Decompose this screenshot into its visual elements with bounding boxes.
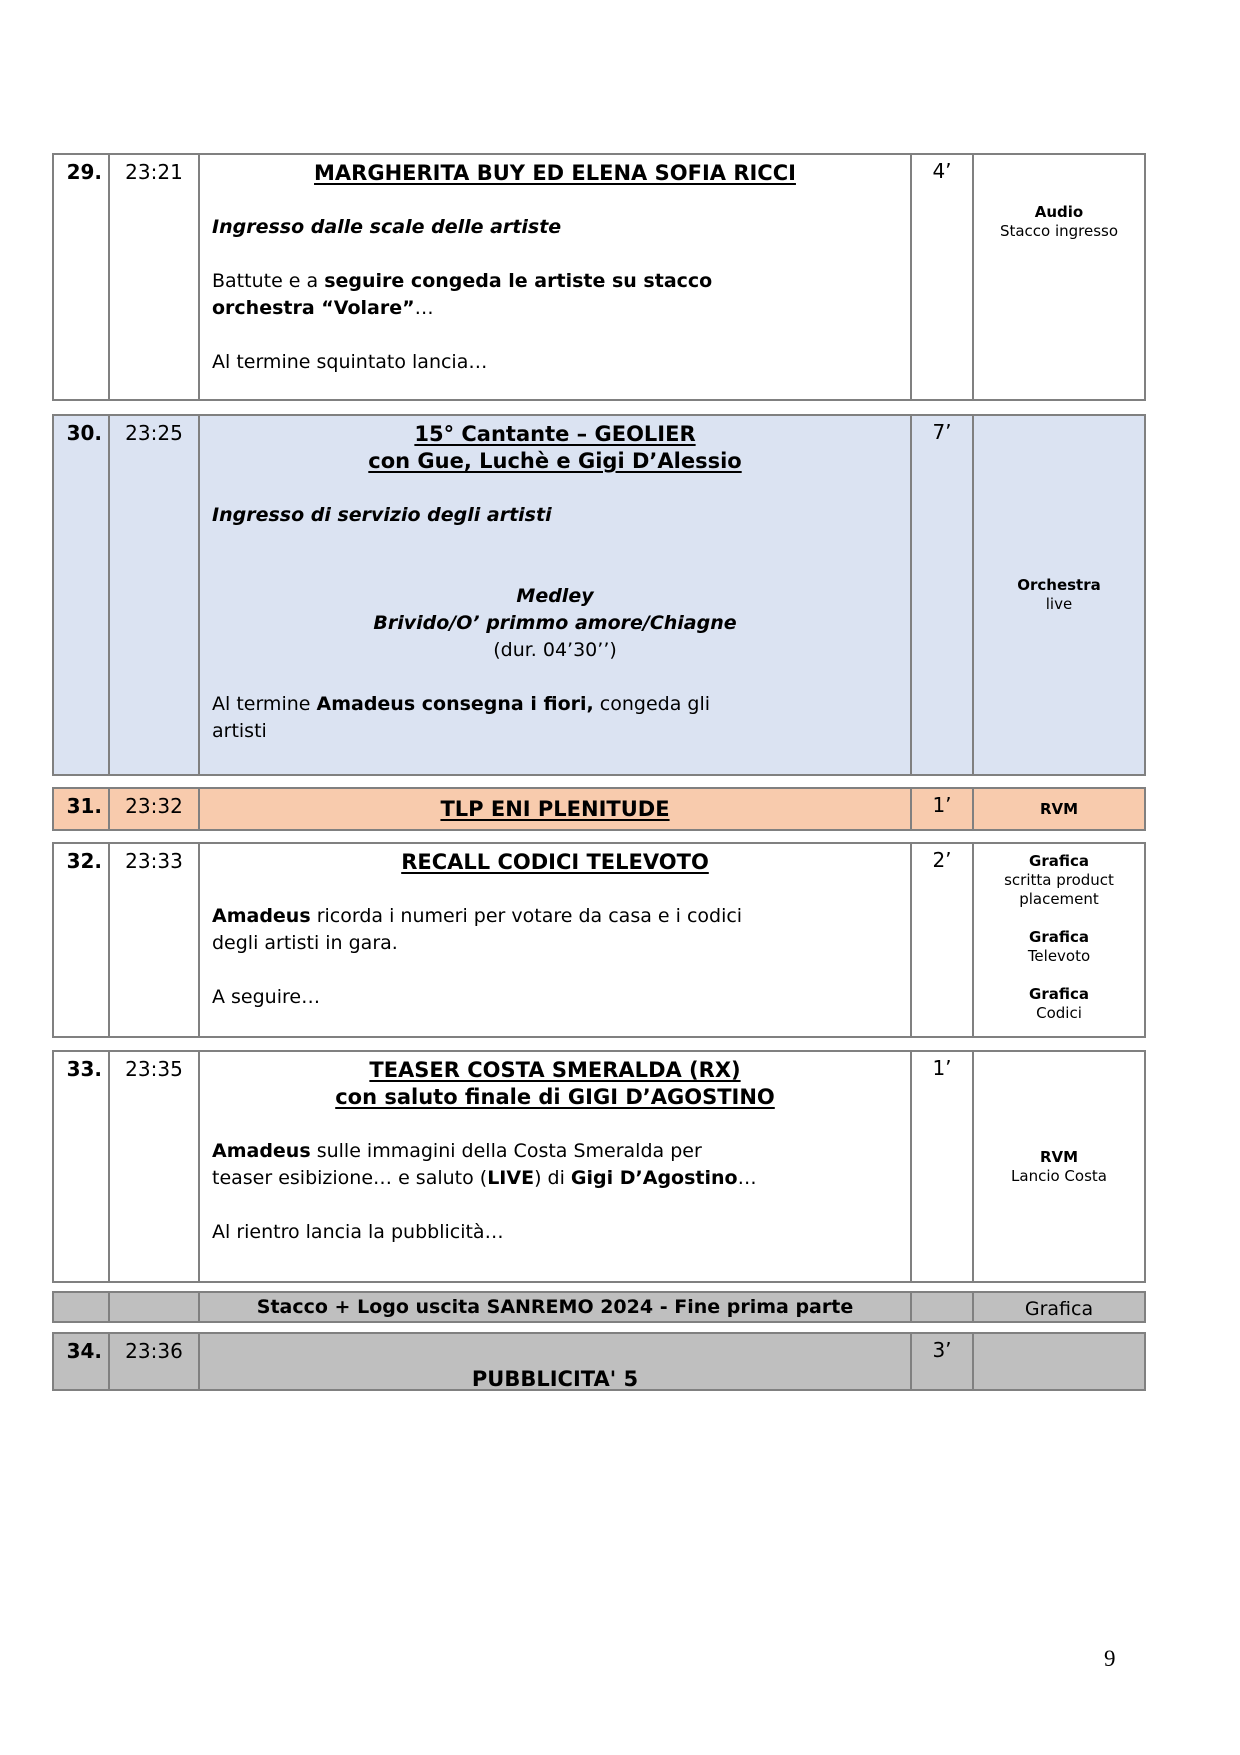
description-line	[212, 1165, 898, 1192]
notes-line	[982, 595, 1136, 614]
text-run: Grafica	[1024, 1297, 1094, 1320]
text-run: Stacco ingresso	[999, 222, 1119, 240]
row-duration: 3’	[910, 1334, 972, 1389]
description-line	[212, 1366, 898, 1389]
row-duration: 7’	[910, 416, 972, 774]
description-line	[212, 610, 898, 637]
description-line	[212, 691, 898, 718]
row-number: 30.	[66, 421, 102, 445]
text-run: ) di	[534, 1167, 571, 1189]
description-line	[212, 1294, 898, 1321]
text-run: RECALL CODICI TELEVOTO	[401, 850, 709, 874]
row-duration: 4’	[910, 155, 972, 399]
text-run: Battute e a	[212, 270, 325, 292]
description-line	[212, 583, 898, 610]
text-run: con saluto finale di GIGI D’AGOSTINO	[335, 1085, 775, 1109]
text-run: Ingresso dalle scale delle artiste	[212, 216, 562, 238]
blank-line	[212, 1339, 898, 1366]
blank-line	[212, 556, 898, 583]
text-run: Grafica	[1029, 928, 1089, 946]
text-run: Brivido/O’ primmo amore/Chiagne	[373, 612, 737, 634]
row-description	[198, 789, 910, 829]
description-line	[212, 1219, 898, 1246]
notes-line	[982, 1167, 1136, 1186]
description-line	[212, 718, 898, 745]
text-run: Grafica	[1029, 852, 1089, 870]
row-time: 23:25	[108, 416, 198, 774]
text-run: con Gue, Luchè e Gigi D’Alessio	[368, 449, 742, 473]
description-line	[212, 448, 898, 475]
description-line	[212, 295, 898, 322]
description-line	[212, 1084, 898, 1111]
notes-line	[982, 203, 1136, 222]
rundown-row-stacco	[52, 1291, 1146, 1323]
rundown-row-r32	[52, 842, 1146, 1038]
description-line	[212, 421, 898, 448]
text-run: RVM	[1039, 799, 1079, 818]
blank-line	[212, 1111, 898, 1138]
row-description	[198, 416, 910, 774]
blank-line	[212, 529, 898, 556]
notes-line	[982, 928, 1136, 947]
row-description	[198, 1052, 910, 1281]
row-time: 23:35	[108, 1052, 198, 1281]
text-run: Orchestra	[1017, 576, 1101, 594]
blank-line	[982, 909, 1136, 928]
description-line	[212, 160, 898, 187]
text-run: Codici	[1036, 1004, 1082, 1022]
row-description	[198, 155, 910, 399]
row-number: 33.	[66, 1057, 102, 1081]
notes-line	[982, 576, 1136, 595]
text-run: Ingresso di servizio degli artisti	[212, 504, 552, 526]
row-description	[198, 1334, 910, 1389]
text-run: Amadeus	[212, 1140, 311, 1162]
description-line	[212, 268, 898, 295]
row-duration: 1’	[910, 1052, 972, 1281]
notes-line	[982, 947, 1136, 966]
row-number	[54, 1293, 108, 1321]
blank-line	[982, 966, 1136, 985]
blank-line	[212, 241, 898, 268]
blank-line	[212, 322, 898, 349]
blank-line	[212, 957, 898, 984]
row-notes	[972, 844, 1144, 1036]
row-notes	[972, 1334, 1144, 1389]
row-duration: 2’	[910, 844, 972, 1036]
row-notes	[972, 1052, 1144, 1281]
text-run: Amadeus	[212, 905, 311, 927]
rundown-row-r34	[52, 1332, 1146, 1391]
text-run: Medley	[516, 585, 594, 607]
text-run: Audio	[1034, 203, 1084, 221]
notes-line	[982, 871, 1136, 909]
text-run: degli artisti in gara.	[212, 932, 398, 954]
notes-line	[982, 1297, 1136, 1320]
text-run: artisti	[212, 720, 267, 742]
row-notes	[972, 789, 1144, 829]
text-run: Al termine	[212, 693, 317, 715]
row-time: 23:32	[108, 789, 198, 829]
notes-line	[982, 800, 1136, 819]
text-run: PUBBLICITA' 5	[471, 1367, 639, 1389]
text-run: …	[737, 1167, 757, 1189]
description-line	[212, 637, 898, 664]
row-description	[198, 1293, 910, 1321]
description-line	[212, 930, 898, 957]
notes-line	[982, 222, 1136, 241]
text-run: MARGHERITA BUY ED ELENA SOFIA RICCI	[314, 161, 796, 185]
row-time: 23:33	[108, 844, 198, 1036]
row-number: 34.	[66, 1339, 102, 1363]
text-run: LIVE	[487, 1167, 535, 1189]
page-number: 9	[1104, 1646, 1116, 1671]
notes-line	[982, 1004, 1136, 1023]
row-number: 31.	[66, 794, 102, 818]
row-number: 29.	[66, 160, 102, 184]
text-run: live	[1045, 595, 1073, 613]
blank-line	[212, 664, 898, 691]
row-duration	[910, 1293, 972, 1321]
text-run: ricorda i numeri per votare da casa e i codici	[310, 905, 743, 927]
row-description	[198, 844, 910, 1036]
row-time	[108, 1293, 198, 1321]
blank-line	[212, 475, 898, 502]
row-notes	[972, 1293, 1144, 1321]
text-run: Gigi D’Agostino	[570, 1167, 738, 1189]
text-run: Stacco + Logo uscita SANREMO 2024 - Fine prima parte	[256, 1295, 854, 1318]
text-run: Televoto	[1027, 947, 1091, 965]
text-run: RVM	[1039, 1147, 1079, 1166]
row-duration: 1’	[910, 789, 972, 829]
text-run: TEASER COSTA SMERALDA (RX)	[369, 1058, 741, 1082]
text-run: congeda gli	[593, 693, 710, 715]
description-line	[212, 1138, 898, 1165]
description-line	[212, 796, 898, 823]
text-run: 15° Cantante – GEOLIER	[414, 422, 696, 446]
text-run: Grafica	[1029, 985, 1089, 1003]
description-line	[212, 1057, 898, 1084]
text-run: scritta product placement	[1004, 871, 1114, 908]
text-run: Lancio Costa	[1011, 1166, 1107, 1185]
rundown-row-r30	[52, 414, 1146, 776]
text-run: Al rientro lancia la pubblicità…	[212, 1221, 504, 1243]
notes-line	[982, 985, 1136, 1004]
description-line	[212, 849, 898, 876]
rundown-row-r29	[52, 153, 1146, 401]
text-run: (dur. 04’30’’)	[493, 639, 617, 661]
row-number: 32.	[66, 849, 102, 873]
text-run: Amadeus consegna i fiori,	[316, 693, 594, 715]
rundown-row-r31	[52, 787, 1146, 831]
notes-line	[982, 1148, 1136, 1167]
text-run: TLP ENI PLENITUDE	[440, 796, 670, 821]
text-run: …	[414, 297, 434, 319]
description-line	[212, 903, 898, 930]
row-time: 23:21	[108, 155, 198, 399]
text-run: Al termine squintato lancia…	[212, 351, 488, 373]
row-notes	[972, 416, 1144, 774]
text-run: seguire congeda le artiste su stacco	[324, 270, 713, 292]
description-line	[212, 502, 898, 529]
rundown-row-r33	[52, 1050, 1146, 1283]
description-line	[212, 214, 898, 241]
row-time: 23:36	[108, 1334, 198, 1389]
description-line	[212, 349, 898, 376]
blank-line	[212, 1192, 898, 1219]
text-run: teaser esibizione… e saluto (	[212, 1167, 488, 1189]
text-run: orchestra “Volare”	[212, 297, 415, 319]
text-run: sulle immagini della Costa Smeralda per	[310, 1140, 702, 1162]
row-notes	[972, 155, 1144, 399]
blank-line	[212, 187, 898, 214]
text-run: A seguire…	[212, 986, 321, 1008]
notes-line	[982, 852, 1136, 871]
blank-line	[212, 876, 898, 903]
description-line	[212, 984, 898, 1011]
